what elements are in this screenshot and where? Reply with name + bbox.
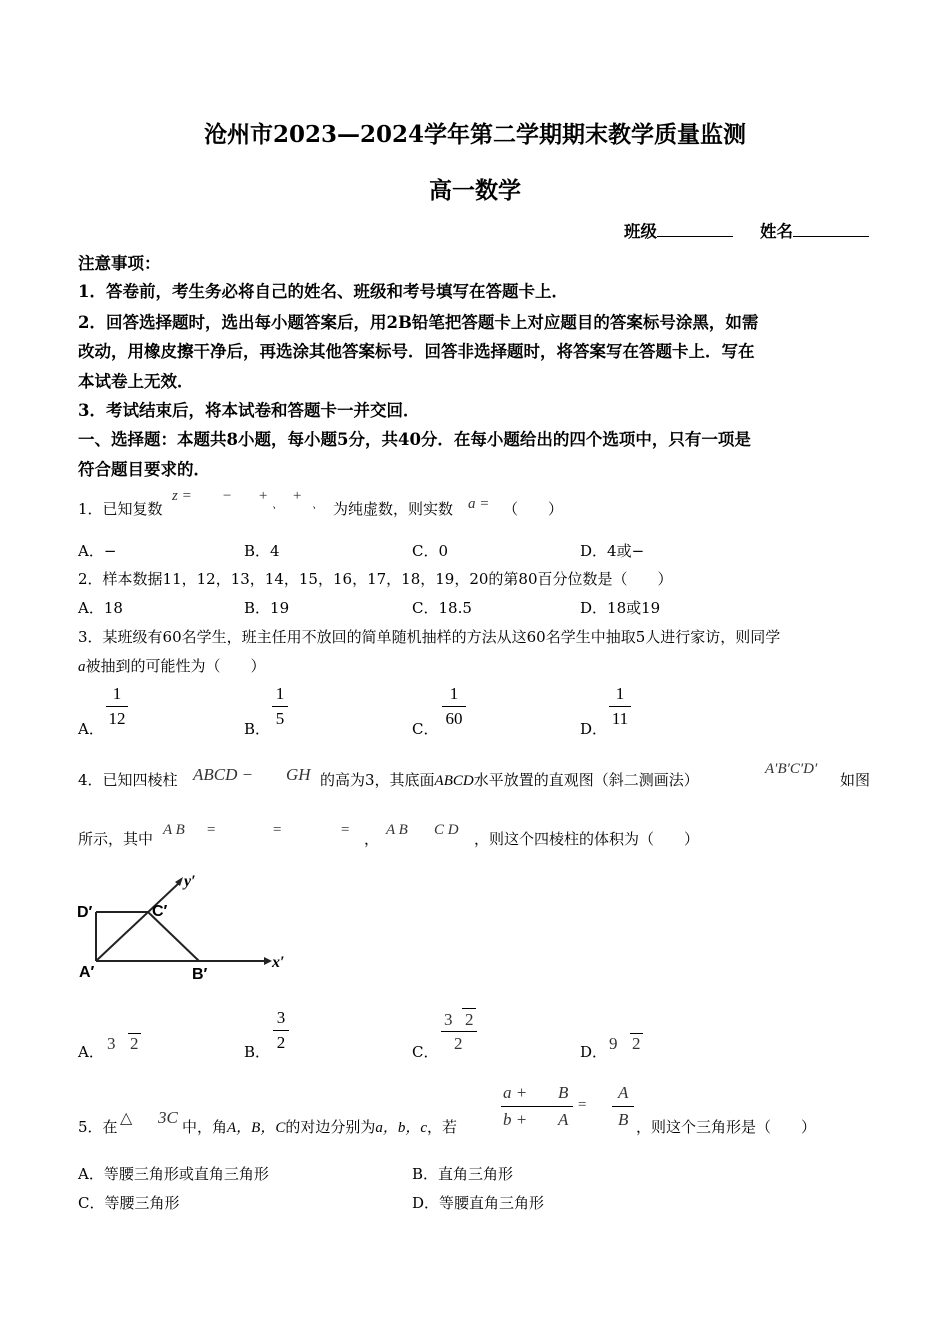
- q2-option-b: B．19: [244, 599, 290, 617]
- class-field: [624, 218, 733, 242]
- q5-option-a: A．等腰三角形或直角三角形: [78, 1165, 269, 1183]
- q4-math-eq1: =: [206, 822, 217, 838]
- q4-option-d-rad: 2: [632, 1034, 641, 1053]
- fraction-bar: [441, 1031, 477, 1032]
- q5-option-b: B．直角三角形: [412, 1165, 514, 1183]
- q1-math-sep2: 、: [312, 499, 323, 511]
- q4-option-d-coef: 9: [609, 1034, 618, 1053]
- q3-option-c-den: 60: [445, 709, 463, 728]
- radical-bar: [462, 1008, 476, 1009]
- q4-math-ab2: A B: [386, 822, 408, 838]
- q4-part2: [320, 769, 699, 790]
- q5-part2c: 的对边分别为: [285, 1118, 376, 1136]
- name-field: [760, 218, 869, 242]
- q4-line2-prefix: 所示，其中: [78, 830, 154, 848]
- notice-heading: 注意事项：: [78, 254, 161, 273]
- q2-stem: 2．样本数据11，12，13，14，15，16，17，18，19，20的第80百分位数是（ ）: [78, 570, 673, 588]
- q1-math-minus: −: [222, 488, 233, 504]
- q5-frac1-num-b: B: [558, 1083, 569, 1102]
- label-y: y′: [184, 873, 196, 890]
- fraction-bar: [501, 1106, 573, 1107]
- q3-option-a-fraction: [106, 684, 128, 729]
- q3-stem-line-2-text: 被抽到的可能性为（ ）: [85, 657, 266, 675]
- q1-suffix: （ ）: [503, 500, 564, 518]
- q3-option-b-label: B．: [244, 720, 271, 738]
- q5-option-c: C．等腰三角形: [78, 1194, 180, 1212]
- q4-line2-suffix: ，则这个四棱柱的体积为（ ）: [474, 830, 700, 848]
- label-d: D′: [77, 904, 93, 921]
- q4-option-a-rad: 2: [130, 1034, 139, 1053]
- q2-option-d: D．18或19: [580, 599, 661, 617]
- q4-option-b-num: 3: [276, 1008, 286, 1027]
- q1-math-a: a =: [468, 496, 490, 512]
- q3-stem-line-2: [78, 655, 266, 676]
- q4-math-cd: C D: [434, 822, 459, 838]
- q4-option-b-den: 2: [276, 1033, 286, 1052]
- q4-math-prime: A′B′C′D′: [765, 761, 818, 777]
- q4-option-c-num: 3: [444, 1010, 453, 1029]
- notice-item-2-line-3: 本试卷上无效．: [78, 372, 194, 391]
- q4-part2a: 的高为3，其底面: [320, 771, 435, 789]
- q5-math-bc: 3C: [158, 1108, 178, 1127]
- q5-sides: a，b，c: [375, 1120, 428, 1136]
- q3-var-a: a: [78, 659, 86, 675]
- q3-option-d-num: 1: [615, 684, 625, 703]
- q5-frac1-den-b: A: [558, 1110, 569, 1129]
- q4-math-abcd: ABCD −: [193, 765, 254, 784]
- q3-option-d-den: 11: [611, 709, 629, 728]
- q4-math-eq3: =: [340, 822, 351, 838]
- q3-option-d-fraction: [609, 684, 631, 729]
- q3-option-b-num: 1: [275, 684, 285, 703]
- q4-part2c: 水平放置的直观图（斜二测画法）: [473, 771, 699, 789]
- q4-math-eq2: =: [272, 822, 283, 838]
- q3-option-c-label: C．: [412, 720, 439, 738]
- subject-title: 高一数学: [429, 177, 521, 204]
- label-x: x′: [272, 954, 285, 971]
- q5-frac2-num: A: [618, 1083, 629, 1102]
- q4-part2b: ABCD: [434, 773, 474, 789]
- q2-option-a: A．18: [78, 599, 123, 617]
- notice-item-1: 1．答卷前，考生务必将自己的姓名、班级和考号填写在答题卡上．: [78, 282, 568, 301]
- q5-part2e: ，若: [427, 1118, 458, 1136]
- q3-option-b-den: 5: [275, 709, 285, 728]
- label-b: B′: [192, 966, 208, 983]
- q4-figure: [74, 870, 289, 985]
- q1-option-b: B．4: [244, 542, 280, 560]
- section1-line-1: 一、选择题：本题共8小题，每小题5分，共40分．在每小题给出的四个选项中，只有一项是: [78, 430, 751, 449]
- q4-option-b-label: B．: [244, 1043, 271, 1061]
- q4-prefix: 4．已知四棱柱: [78, 771, 178, 789]
- fraction-bar: [442, 706, 466, 707]
- q3-option-b-fraction: [272, 684, 288, 729]
- q3-option-c-num: 1: [449, 684, 459, 703]
- q1-math-z: z =: [172, 488, 192, 504]
- q5-part2a: 中，角: [182, 1118, 228, 1136]
- q1-math-sep1: 、: [272, 499, 283, 511]
- q4-option-a-label: A．: [78, 1043, 104, 1061]
- q3-option-a-label: A．: [78, 720, 104, 738]
- q1-middle: 为纯虚数，则实数: [333, 500, 454, 518]
- name-label: 姓名: [760, 222, 793, 241]
- q4-part3: 如图: [840, 771, 871, 789]
- figure-background: [74, 870, 289, 985]
- q5-equals: =: [578, 1097, 587, 1113]
- q4-option-c-label: C．: [412, 1043, 439, 1061]
- q5-frac1-num-a: a +: [503, 1083, 528, 1102]
- fraction-bar: [273, 1030, 289, 1031]
- q5-option-d: D．等腰直角三角形: [412, 1194, 545, 1212]
- q4-option-a-coef: 3: [107, 1034, 116, 1053]
- exam-title: 沧州市2023—2024学年第二学期期末教学质量监测: [203, 121, 747, 148]
- q3-option-a-den: 12: [108, 709, 126, 728]
- q4-math-ab1: A B: [163, 822, 185, 838]
- fraction-bar: [272, 706, 288, 707]
- label-c: C′: [152, 903, 168, 920]
- q4-comma: ，: [364, 830, 380, 848]
- q3-option-c-fraction: [442, 684, 466, 729]
- fraction-bar: [612, 1106, 634, 1107]
- notice-item-2-line-2: 改动，用橡皮擦干净后，再选涂其他答案标号．回答非选择题时，将答案写在答题卡上．写在: [78, 342, 755, 361]
- fraction-bar: [106, 706, 128, 707]
- class-label: 班级: [624, 222, 657, 241]
- q5-triangle-symbol: △: [120, 1108, 133, 1127]
- q1-option-d: D．4或−: [580, 542, 645, 560]
- q4-option-d-label: D．: [580, 1043, 608, 1061]
- q3-option-a-num: 1: [112, 684, 122, 703]
- q1-math-plus2: +: [292, 488, 303, 504]
- q5-angles: A，B，C: [227, 1120, 286, 1136]
- q1-math-plus1: +: [258, 488, 269, 504]
- notice-item-3: 3．考试结束后，将本试卷和答题卡一并交回．: [78, 401, 420, 420]
- q4-option-c-den: 2: [454, 1034, 463, 1053]
- q5-suffix: ，则这个三角形是（ ）: [636, 1118, 817, 1136]
- label-a: A′: [79, 964, 95, 981]
- name-blank: [793, 222, 869, 237]
- q2-option-c: C．18.5: [412, 599, 472, 617]
- q3-stem-line-1: 3．某班级有60名学生，班主任用不放回的简单随机抽样的方法从这60名学生中抽取5人进行家访，则同学: [78, 628, 781, 646]
- q4-math-gh: GH: [286, 765, 311, 784]
- q4-option-b-fraction: [273, 1008, 289, 1053]
- q1-option-c: C．0: [412, 542, 449, 560]
- class-blank: [657, 222, 733, 237]
- q5-prefix: 5．在: [78, 1118, 118, 1136]
- notice-item-2-line-1: 2．回答选择题时，选出每小题答案后，用2B铅笔把答题卡上对应题目的答案标号涂黑，如需: [78, 313, 759, 332]
- q1-option-a: A．−: [78, 542, 117, 560]
- q5-frac1-den-a: b +: [503, 1110, 528, 1129]
- q4-option-c-rad: 2: [465, 1010, 474, 1029]
- section1-line-2: 符合题目要求的．: [78, 460, 210, 479]
- q1-prefix: 1．已知复数: [78, 500, 163, 518]
- q3-option-d-label: D．: [580, 720, 608, 738]
- q5-frac2-den: B: [618, 1110, 629, 1129]
- fraction-bar: [609, 706, 631, 707]
- q5-part2: [182, 1116, 457, 1137]
